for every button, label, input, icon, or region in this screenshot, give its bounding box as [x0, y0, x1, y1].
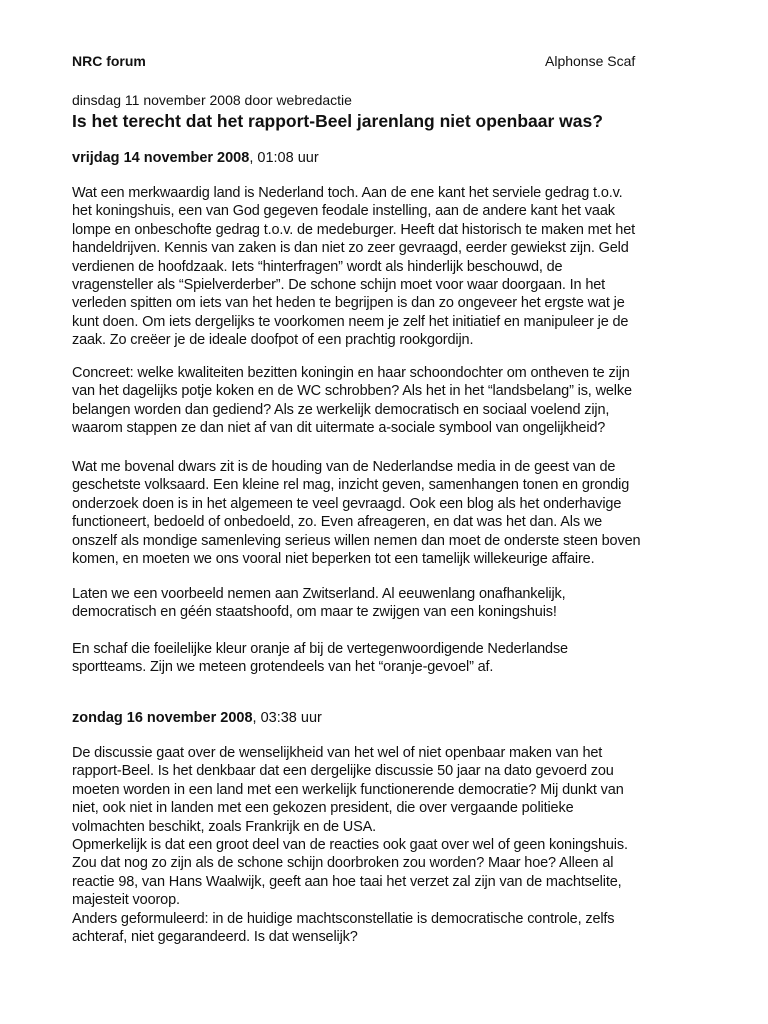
post-paragraph: Laten we een voorbeeld nemen aan Zwitserland. Al eeuwenlang onafhankelijk, democratisch en géén staatshoofd, om maar te zwijgen van een koningshuis!: [72, 586, 566, 621]
post-header: [72, 710, 322, 726]
forum-name: NRC forum: [72, 53, 146, 69]
article-title: Is het terecht dat het rapport-Beel jarenlang niet openbaar was?: [72, 111, 603, 131]
post-time: , 03:38 uur: [252, 710, 322, 726]
post-date: vrijdag 14 november 2008: [72, 150, 250, 166]
post-paragraph: En schaf die foeilelijke kleur oranje af bij de vertegenwoordigende Nederlandse sportteams. Zijn we meteen grotendeels van het “oranje-gevoel” af.: [72, 641, 568, 676]
post-paragraph: Wat me bovenal dwars zit is de houding van de Nederlandse media in de geest van de geschetste volksaard. Een kleine rel mag, inzicht geven, samenhangen tonen en grondig onderzoek doen is in het algemeen te veel gevraagd. Ook een blog als het onderhavige functioneert, bedoeld of onbedoeld, zo. Even afreageren, en dat was het dan. Als we onszelf als mondige samenleving serieus willen nemen dan moet de onderste steen boven komen, en moeten we ons vooral niet beperken tot een tamelijk willekeurige affaire.: [72, 459, 641, 568]
author-name: Alphonse Scaf: [545, 53, 636, 69]
post-date: zondag 16 november 2008: [72, 710, 253, 726]
post-paragraph: Concreet: welke kwaliteiten bezitten koningin en haar schoondochter om ontheven te zijn van het dagelijks potje koken en de WC schrobben? Als het in het “landsbelang” is, welke belangen worden dan gediend? Als ze werkelijk democratisch en sociaal voelend zijn, waarom stappen ze dan niet af van dit uitermate a-sociale symbool van ongelijkheid?: [72, 365, 632, 437]
post-paragraph: De discussie gaat over de wenselijkheid van het wel of niet openbaar maken van het rapport-Beel. Is het denkbaar dat een dergelijke discussie 50 jaar na dato gevoerd zou moeten worden in een land met een werkelijk functionerende democratie? Mij dunkt van niet, ook niet in landen met een gekozen president, die over vergaande politieke volmachten beschikt, zoals Frankrijk en de USA. Opmerkelijk is dat een groot deel van de reacties ook gaat over wel of geen koningshuis. Zou dat nog zo zijn als de schone schijn doorbroken zou worden? Maar hoe? Alleen al reactie 98, van Hans Waalwijk, geeft aan hoe taai het verzet zal zijn van de machtselite, majesteit voorop. Anders geformuleerd: in de huidige machtsconstellatie is democratische controle, zelfs achteraf, niet gegarandeerd. Is dat wenselijk?: [72, 745, 628, 946]
post-header: [72, 150, 319, 166]
publication-meta: dinsdag 11 november 2008 door webredactie: [72, 92, 352, 108]
post-paragraph: Wat een merkwaardig land is Nederland toch. Aan de ene kant het serviele gedrag t.o.v. het koningshuis, een van God gegeven feodale instelling, aan de andere kant het vaak lompe en onbeschofte gedrag t.o.v. de medeburger. Heeft dat historisch te maken met het handeldrijven. Kennis van zaken is dan niet zo zeer gevraagd, eerder gewiekst zijn. Geld verdienen de hoofdzaak. Iets “hinterfragen” wordt als hinderlijk beschouwd, de vragensteller als “Spielverderber”. De schone schijn moet voor waar doorgaan. In het verleden spitten om iets van het heden te begrijpen is dan zo ongeveer het ergste wat je kunt doen. Om iets dergelijks te voorkomen neem je zelf het initiatief en manipuleer je de zaak. Zo creëer je de ideale doofpot of een prachtig rookgordijn.: [72, 185, 635, 349]
post-time: , 01:08 uur: [249, 150, 319, 166]
